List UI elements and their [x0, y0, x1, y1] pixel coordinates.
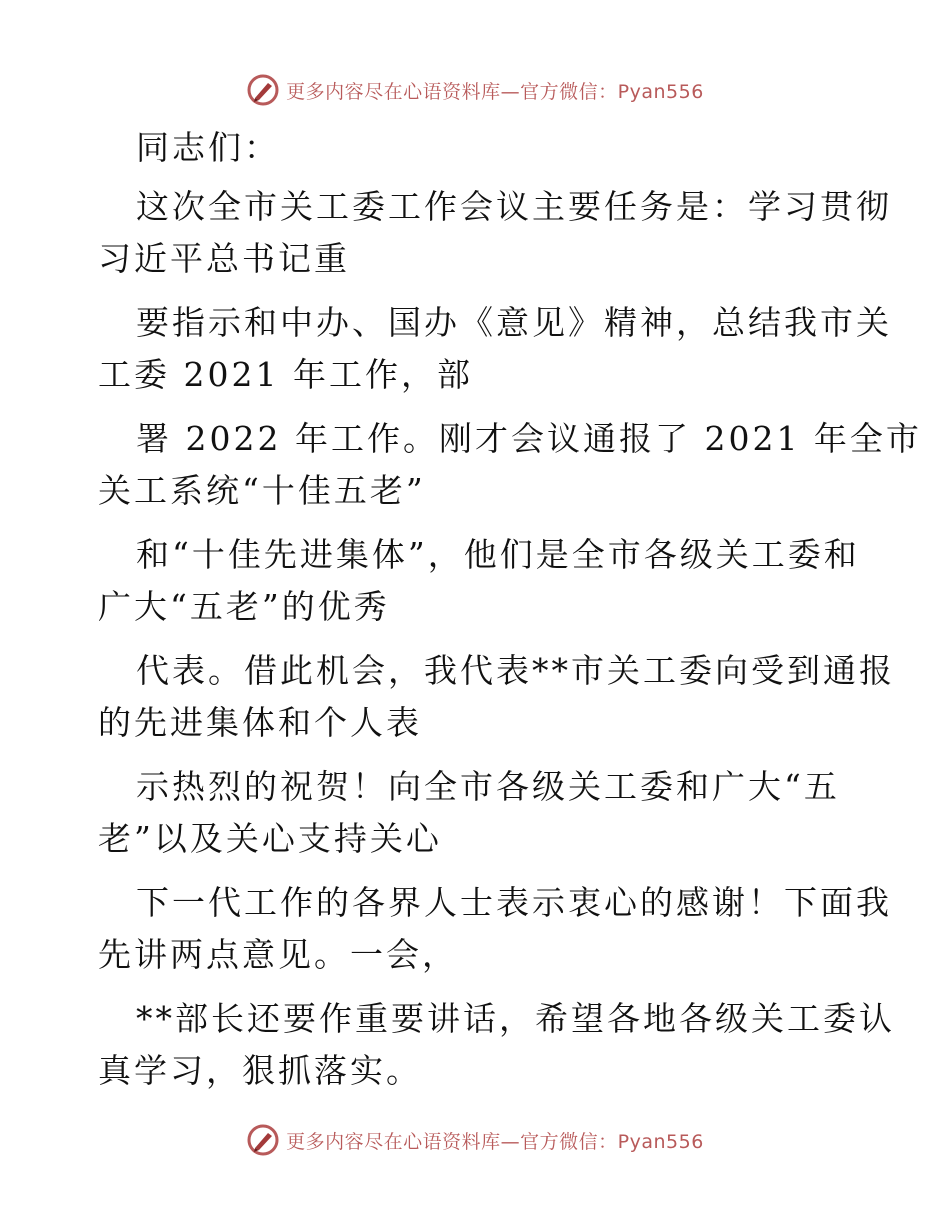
text-line: 代表。借此机会，我代表**市关工委向受到通报 — [136, 651, 895, 690]
text-line: 关工系统“十佳五老” — [98, 471, 426, 510]
text-line: 真学习，狠抓落实。 — [98, 1051, 422, 1090]
text-line: 工委 2021 年工作，部 — [98, 355, 473, 394]
pen-circle-logo-icon — [246, 1123, 280, 1157]
pen-circle-logo-icon — [246, 73, 280, 107]
footer-watermark — [0, 1120, 950, 1160]
text-line: 的先进集体和个人表 — [98, 703, 422, 742]
text-line: 和“十佳先进集体”，他们是全市各级关工委和 — [136, 535, 860, 574]
text-line: **部长还要作重要讲话，希望各地各级关工委认 — [136, 999, 895, 1038]
header-watermark — [0, 70, 950, 110]
text-line: 要指示和中办、国办《意见》精神，总结我市关 — [136, 303, 892, 342]
text-line: 广大“五老”的优秀 — [98, 587, 390, 626]
text-line: 老”以及关心支持关心 — [98, 819, 442, 858]
text-line: 下一代工作的各界人士表示衷心的感谢！下面我 — [136, 883, 892, 922]
text-line: 习近平总书记重 — [98, 239, 350, 278]
text-line: 同志们： — [136, 128, 280, 167]
watermark-text: 更多内容尽在心语资料库—官方微信：Pyan556 — [286, 80, 704, 103]
speech-body — [98, 122, 922, 1097]
text-line: 署 2022 年工作。刚才会议通报了 2021 年全市 — [136, 419, 922, 458]
text-line: 这次全市关工委工作会议主要任务是：学习贯彻 — [136, 187, 892, 226]
watermark-text: 更多内容尽在心语资料库—官方微信：Pyan556 — [286, 1130, 704, 1153]
text-line: 先讲两点意见。一会， — [98, 935, 458, 974]
text-line: 示热烈的祝贺！向全市各级关工委和广大“五 — [136, 767, 840, 806]
